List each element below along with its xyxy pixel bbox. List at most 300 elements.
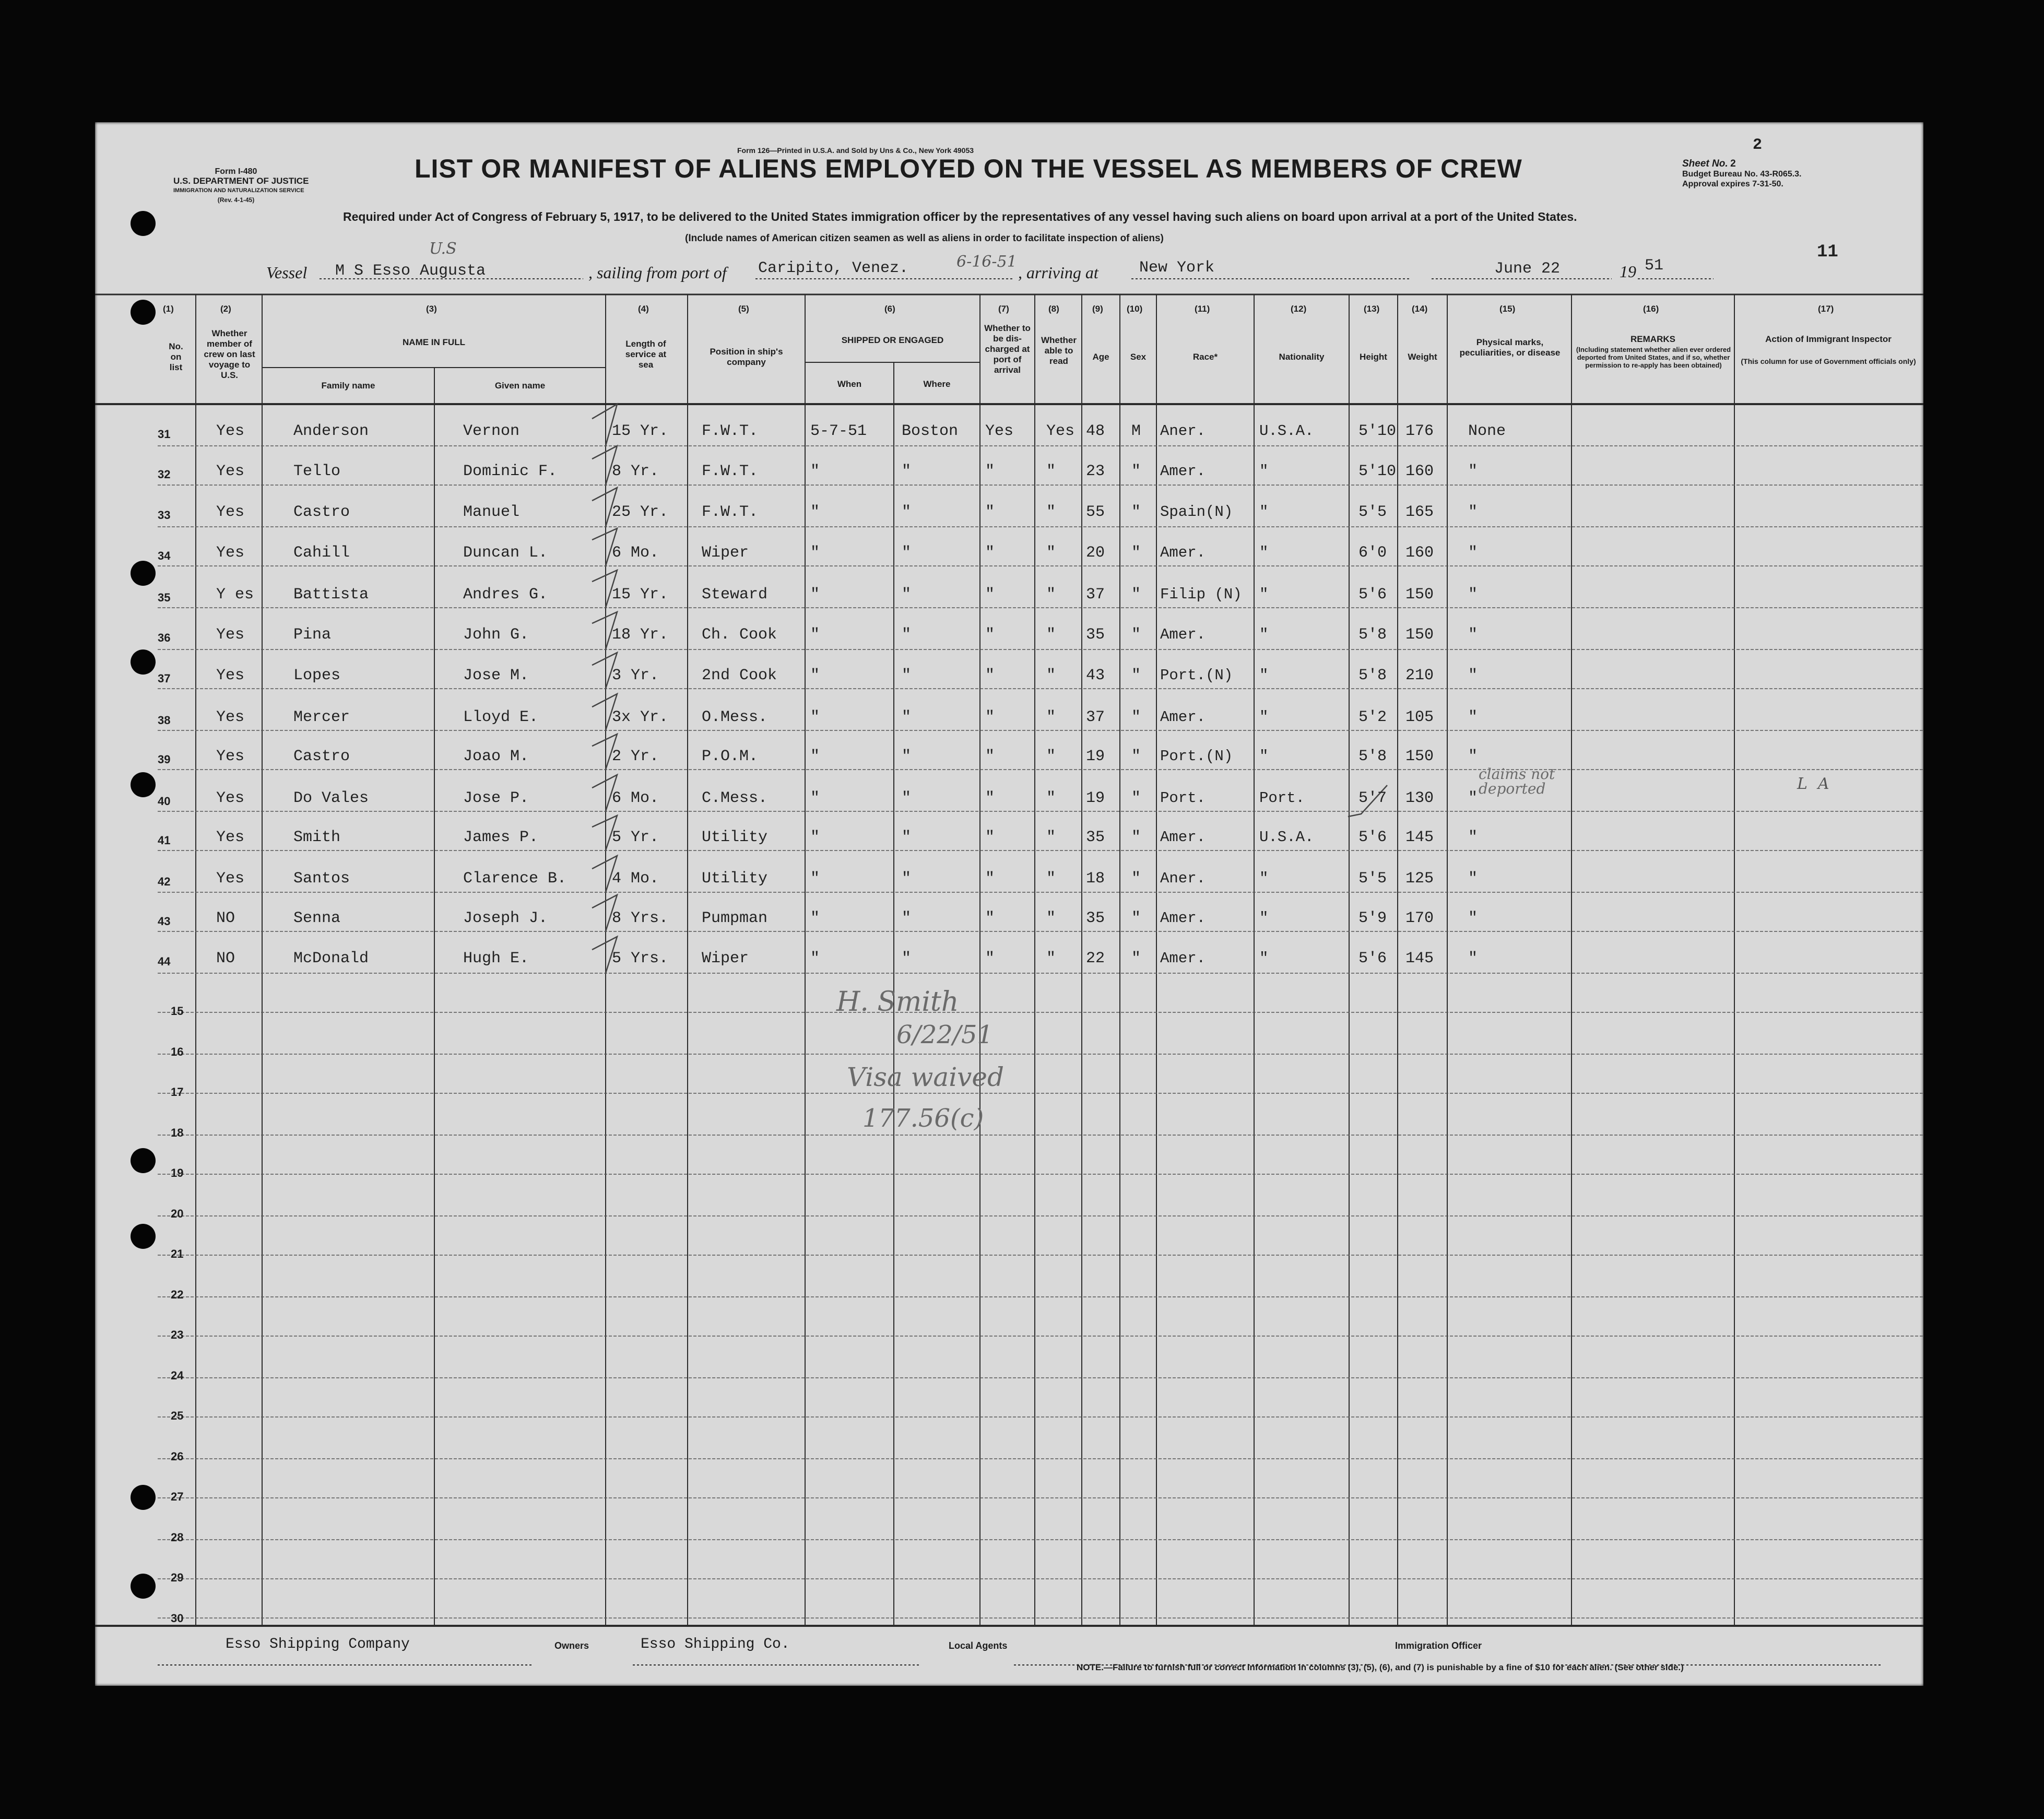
col-head-service: Length of service at sea	[625, 339, 667, 370]
row-38-read: "	[1046, 708, 1056, 726]
row-36-race: Amer.	[1160, 626, 1206, 643]
immigration-officer-label: Immigration Officer	[1395, 1640, 1482, 1651]
row-44-read: "	[1046, 950, 1056, 967]
row-39-when: "	[810, 748, 820, 765]
row-35-read: "	[1046, 586, 1056, 604]
col-head-action: Action of Immigrant Inspector	[1765, 334, 1892, 344]
row-42-age: 18	[1086, 870, 1105, 888]
row-32-family: Tello	[293, 463, 341, 480]
row-36-height: 5'8	[1358, 626, 1387, 644]
row-40-age: 19	[1086, 789, 1105, 807]
empty-row-number: 27	[171, 1490, 184, 1503]
empty-row-number: 22	[171, 1288, 184, 1301]
row-41-service: 5 Yr.	[612, 829, 659, 846]
empty-row-number: 29	[171, 1571, 184, 1584]
row-43-family: Senna	[293, 910, 341, 927]
revision: (Rev. 4-1-45)	[217, 196, 255, 204]
row-40-service: 6 Mo.	[612, 789, 659, 807]
row-44-age: 22	[1086, 950, 1105, 967]
col-head-given: Given name	[494, 381, 546, 391]
row-42-marks: "	[1468, 870, 1478, 888]
row-39-nat: "	[1259, 748, 1269, 765]
row-39-service: 2 Yr.	[612, 748, 659, 765]
col-head-crew: Whether member of crew on last voyage to U.S.	[204, 328, 255, 380]
row-35-nat: "	[1259, 586, 1269, 603]
row-39-race: Port.(N)	[1160, 748, 1233, 765]
row-33-position: F.W.T.	[702, 503, 759, 521]
row-35-position: Steward	[702, 586, 768, 604]
row-37-weight: 210	[1405, 667, 1434, 684]
row-39-where: "	[902, 748, 912, 765]
row-41-marks: "	[1468, 829, 1478, 846]
row-34-where: "	[902, 544, 912, 562]
row-38-nat: "	[1259, 708, 1269, 726]
row-36-nat: "	[1259, 626, 1269, 643]
row-34-sex: "	[1131, 544, 1141, 562]
row-31-given: Vernon	[463, 422, 520, 440]
row-32-service: 8 Yr.	[612, 463, 659, 480]
row-41-weight: 145	[1405, 829, 1434, 846]
row-34-no: 34	[158, 549, 171, 562]
row-39-age: 19	[1086, 748, 1105, 765]
row-41-position: Utility	[702, 829, 768, 846]
department: U.S. DEPARTMENT OF JUSTICE	[173, 176, 309, 186]
row-33-disch: "	[985, 503, 995, 521]
row-38-position: O.Mess.	[702, 708, 768, 726]
row-41-where: "	[902, 829, 912, 846]
row-43-read: "	[1046, 910, 1056, 927]
sheet-number-hand: 2	[1753, 136, 1763, 154]
row-33-marks: "	[1468, 503, 1478, 521]
row-32-no: 32	[158, 468, 171, 481]
col-head-age: Age	[1092, 352, 1109, 362]
empty-row-number: 16	[171, 1045, 184, 1058]
row-34-service: 6 Mo.	[612, 544, 659, 562]
sheet-number: 2	[1730, 158, 1736, 169]
row-37-sex: "	[1131, 667, 1141, 684]
row-38-when: "	[810, 708, 820, 726]
row-44-crew: NO	[216, 950, 235, 967]
row-42-weight: 125	[1405, 870, 1434, 888]
row-35-where: "	[902, 586, 912, 604]
row-41-when: "	[810, 829, 820, 846]
row-33-age: 55	[1086, 503, 1105, 521]
col-head-family: Family name	[321, 381, 375, 391]
row-36-weight: 150	[1405, 626, 1434, 644]
row-41-age: 35	[1086, 829, 1105, 846]
row-34-read: "	[1046, 544, 1056, 562]
row-44-nat: "	[1259, 950, 1269, 967]
empty-row-number: 20	[171, 1207, 184, 1220]
row-31-crew: Yes	[216, 422, 245, 440]
row-36-where: "	[902, 626, 912, 644]
row-44-when: "	[810, 950, 820, 967]
empty-row-number: 25	[171, 1409, 184, 1422]
row-31-disch: Yes	[985, 422, 1014, 440]
row-39-position: P.O.M.	[702, 748, 759, 765]
row-35-height: 5'6	[1358, 586, 1387, 604]
empty-row-number: 17	[171, 1085, 184, 1099]
row-35-sex: "	[1131, 586, 1141, 604]
arrival-date: June 22	[1494, 260, 1561, 278]
row-33-weight: 165	[1405, 503, 1434, 521]
row-39-marks: "	[1468, 748, 1478, 765]
row-42-sex: "	[1131, 870, 1141, 888]
col-num-8: (8)	[1048, 304, 1059, 314]
row-32-sex: "	[1131, 463, 1141, 480]
row-43-where: "	[902, 910, 912, 927]
row-44-service: 5 Yrs.	[612, 950, 669, 967]
row-39-sex: "	[1131, 748, 1141, 765]
col-head-shipped: SHIPPED OR ENGAGED	[841, 335, 944, 345]
row-44-height: 5'6	[1358, 950, 1387, 967]
annotation-visa: Visa waived	[847, 1062, 1005, 1092]
row-39-given: Joao M.	[463, 748, 529, 765]
row-42-when: "	[810, 870, 820, 888]
row-34-disch: "	[985, 544, 995, 562]
row-40-weight: 130	[1405, 789, 1434, 807]
row-37-given: Jose M.	[463, 667, 529, 684]
col-num-16: (16)	[1643, 304, 1659, 314]
empty-row-number: 30	[171, 1611, 184, 1625]
col-head-nationality: Nationality	[1279, 352, 1325, 362]
row-43-service: 8 Yrs.	[612, 910, 669, 927]
vessel-name: M S Esso Augusta	[335, 262, 486, 280]
col-head-where: Where	[923, 379, 951, 389]
row-33-read: "	[1046, 503, 1056, 521]
col-head-weight: Weight	[1408, 352, 1437, 362]
row-38-height: 5'2	[1358, 708, 1387, 726]
row-38-family: Mercer	[293, 708, 350, 726]
row-43-nat: "	[1259, 910, 1269, 927]
col-head-action-note: (This column for use of Government officials only)	[1741, 357, 1916, 365]
row-41-no: 41	[158, 834, 171, 847]
row-42-given: Clarence B.	[463, 870, 567, 888]
agent-company: Esso Shipping Company	[226, 1636, 410, 1652]
row-32-height: 5'10	[1358, 463, 1397, 480]
row-42-no: 42	[158, 875, 171, 888]
row-34-position: Wiper	[702, 544, 749, 562]
row-32-given: Dominic F.	[463, 463, 558, 480]
row-33-family: Castro	[293, 503, 350, 521]
col-head-remarks-note: (Including statement whether alien ever ordered deported from United States, and if so, whether permission to re-apply has been obtained)	[1576, 346, 1731, 369]
row-35-age: 37	[1086, 586, 1105, 604]
row-43-marks: "	[1468, 910, 1478, 927]
row-32-race: Amer.	[1160, 463, 1206, 480]
col-head-remarks: REMARKS	[1631, 334, 1675, 344]
row-38-age: 37	[1086, 708, 1105, 726]
row-41-nat: U.S.A.	[1259, 829, 1314, 846]
row-34-when: "	[810, 544, 820, 562]
row-31-marks: None	[1468, 422, 1506, 440]
row-41-read: "	[1046, 829, 1056, 846]
row-37-family: Lopes	[293, 667, 341, 684]
annotation-code: 177.56(c)	[863, 1104, 984, 1133]
row-35-when: "	[810, 586, 820, 604]
row-44-disch: "	[985, 950, 995, 967]
row-33-service: 25 Yr.	[612, 503, 669, 521]
row-39-read: "	[1046, 748, 1056, 765]
row-37-when: "	[810, 667, 820, 684]
row-39-disch: "	[985, 748, 995, 765]
row-44-weight: 145	[1405, 950, 1434, 967]
row-32-position: F.W.T.	[702, 463, 759, 480]
row-43-height: 5'9	[1358, 910, 1387, 927]
row-37-age: 43	[1086, 667, 1105, 684]
col-num-7: (7)	[998, 304, 1009, 314]
row-38-disch: "	[985, 708, 995, 726]
row-42-service: 4 Mo.	[612, 870, 659, 888]
row-31-weight: 176	[1405, 422, 1434, 440]
col-num-12: (12)	[1291, 304, 1307, 314]
row-37-position: 2nd Cook	[702, 667, 777, 684]
row-43-given: Joseph J.	[463, 910, 548, 927]
action-la: LA	[1797, 775, 1840, 793]
col-num-13: (13)	[1364, 304, 1380, 314]
row-33-crew: Yes	[216, 503, 245, 521]
row-35-disch: "	[985, 586, 995, 604]
row-42-height: 5'5	[1358, 870, 1387, 888]
row-40-race: Port.	[1160, 789, 1206, 807]
col-head-read: Whether able to read	[1041, 335, 1077, 366]
row-42-position: Utility	[702, 870, 768, 888]
empty-row-number: 26	[171, 1449, 184, 1463]
row-39-height: 5'8	[1358, 748, 1387, 765]
row-38-no: 38	[158, 714, 171, 727]
row-31-race: Aner.	[1160, 422, 1206, 440]
row-40-when: "	[810, 789, 820, 807]
sheet-label: Sheet No.	[1682, 158, 1728, 169]
row-40-nat: Port.	[1259, 789, 1305, 807]
footer-note: NOTE.—Failure to furnish full or correct information in columns (3), (5), (6), and (7) is punishable by a fine of $10 for each alien. (See other side.)	[1077, 1662, 1684, 1672]
row-44-given: Hugh E.	[463, 950, 529, 967]
empty-row-number: 23	[171, 1328, 184, 1341]
row-35-family: Battista	[293, 586, 369, 604]
row-43-weight: 170	[1405, 910, 1434, 927]
row-36-disch: "	[985, 626, 995, 644]
row-34-given: Duncan L.	[463, 544, 548, 562]
row-37-read: "	[1046, 667, 1056, 684]
row-35-service: 15 Yr.	[612, 586, 669, 604]
col-num-9: (9)	[1092, 304, 1103, 314]
row-42-read: "	[1046, 870, 1056, 888]
row-40-read: "	[1046, 789, 1056, 807]
empty-row-number: 19	[171, 1166, 184, 1179]
row-36-given: John G.	[463, 626, 529, 644]
local-agents-label: Local Agents	[949, 1640, 1008, 1651]
row-38-where: "	[902, 708, 912, 726]
required-line: Required under Act of Congress of February 5, 1917, to be delivered to the United States immigration officer by the representatives of any vessel having such aliens on board upon arrival at a port of the United States.	[343, 210, 1577, 223]
row-37-no: 37	[158, 672, 171, 685]
sailing-port: Caripito, Venez.	[758, 259, 909, 277]
col-num-14: (14)	[1412, 304, 1428, 314]
manifest-page	[95, 122, 1923, 1686]
row-35-marks: "	[1468, 586, 1478, 604]
row-32-where: "	[902, 463, 912, 480]
col-head-marks: Physical marks, peculiarities, or disease	[1459, 337, 1561, 358]
row-32-read: "	[1046, 463, 1056, 480]
row-32-nat: "	[1259, 463, 1269, 480]
row-41-race: Amer.	[1160, 829, 1206, 846]
row-34-crew: Yes	[216, 544, 245, 562]
row-36-age: 35	[1086, 626, 1105, 644]
arriving-label: , arriving at	[1018, 263, 1098, 282]
row-40-no: 40	[158, 795, 171, 808]
row-44-sex: "	[1131, 950, 1141, 967]
row-38-sex: "	[1131, 708, 1141, 726]
empty-row-number: 28	[171, 1530, 184, 1544]
form-title: LIST OR MANIFEST OF ALIENS EMPLOYED ON THE VESSEL AS MEMBERS OF CREW	[415, 154, 1522, 183]
row-34-race: Amer.	[1160, 544, 1206, 561]
row-44-position: Wiper	[702, 950, 749, 967]
row-44-where: "	[902, 950, 912, 967]
row-40-marks: "	[1468, 789, 1478, 807]
row-31-age: 48	[1086, 422, 1105, 440]
page-number: 11	[1817, 242, 1838, 262]
row-33-given: Manuel	[463, 503, 520, 521]
row-34-age: 20	[1086, 544, 1105, 562]
row-43-sex: "	[1131, 910, 1141, 927]
owners-company: Esso Shipping Co.	[641, 1636, 790, 1652]
row-36-family: Pina	[293, 626, 332, 644]
row-36-service: 18 Yr.	[612, 626, 669, 644]
row-35-weight: 150	[1405, 586, 1434, 604]
row-43-age: 35	[1086, 910, 1105, 927]
row-32-weight: 160	[1405, 463, 1434, 480]
row-42-nat: "	[1259, 870, 1269, 887]
col-head-height: Height	[1360, 352, 1387, 362]
col-num-15: (15)	[1499, 304, 1516, 314]
row-31-no: 31	[158, 428, 171, 441]
remark-claims: claims not deported	[1479, 765, 1555, 797]
row-43-race: Amer.	[1160, 910, 1206, 927]
row-44-no: 44	[158, 955, 171, 968]
row-36-no: 36	[158, 631, 171, 644]
year-value: 51	[1645, 257, 1664, 275]
row-37-where: "	[902, 667, 912, 684]
year-prefix: 19	[1620, 262, 1636, 281]
row-32-disch: "	[985, 463, 995, 480]
annotation-signature: H. Smith	[836, 986, 959, 1018]
row-34-height: 6'0	[1358, 544, 1387, 562]
row-41-height: 5'6	[1358, 829, 1387, 846]
row-44-marks: "	[1468, 950, 1478, 967]
row-36-when: "	[810, 626, 820, 644]
row-36-crew: Yes	[216, 626, 245, 644]
approval-expires: Approval expires 7-31-50.	[1682, 180, 1783, 188]
form-number: Form I-480	[215, 167, 257, 176]
row-37-crew: Yes	[216, 667, 245, 684]
vessel-label: Vessel	[266, 263, 308, 282]
row-34-nat: "	[1259, 544, 1269, 561]
row-32-marks: "	[1468, 463, 1478, 480]
row-31-sex: M	[1131, 422, 1141, 440]
row-40-crew: Yes	[216, 789, 245, 807]
sailing-label: , sailing from port of	[588, 263, 727, 282]
col-num-11: (11)	[1195, 304, 1210, 314]
row-41-family: Smith	[293, 829, 341, 846]
row-40-given: Jose P.	[463, 789, 529, 807]
row-41-sex: "	[1131, 829, 1141, 846]
row-31-height: 5'10	[1358, 422, 1397, 440]
row-40-where: "	[902, 789, 912, 807]
sailing-date-hand: 6-16-51	[956, 253, 1017, 271]
row-38-service: 3x Yr.	[612, 708, 669, 726]
row-37-disch: "	[985, 667, 995, 684]
row-42-race: Aner.	[1160, 870, 1206, 887]
row-38-given: Lloyd E.	[463, 708, 539, 726]
row-36-sex: "	[1131, 626, 1141, 644]
col-head-sex: Sex	[1130, 352, 1147, 362]
row-43-disch: "	[985, 910, 995, 927]
row-32-when: "	[810, 463, 820, 480]
row-37-height: 5'8	[1358, 667, 1387, 684]
row-38-race: Amer.	[1160, 708, 1206, 726]
printer-line: Form 126—Printed in U.S.A. and Sold by Uns & Co., New York 49053	[737, 146, 974, 155]
col-num-17: (17)	[1818, 304, 1834, 314]
row-33-height: 5'5	[1358, 503, 1387, 521]
col-head-discharged: Whether to be dis-charged at port of arrival	[984, 323, 1031, 375]
empty-row-number: 24	[171, 1368, 184, 1382]
row-34-family: Cahill	[293, 544, 350, 562]
budget-bureau: Budget Bureau No. 43-R065.3.	[1682, 170, 1802, 179]
include-line: (Include names of American citizen seamen as well as aliens in order to facilitate inspection of aliens)	[685, 233, 1164, 244]
row-37-race: Port.(N)	[1160, 667, 1233, 684]
row-38-crew: Yes	[216, 708, 245, 726]
row-lines	[158, 446, 1923, 1618]
row-42-crew: Yes	[216, 870, 245, 888]
row-35-race: Filip (N)	[1160, 586, 1242, 603]
row-32-crew: Yes	[216, 463, 245, 480]
row-40-disch: "	[985, 789, 995, 807]
col-num-6: (6)	[884, 304, 895, 314]
row-43-when: "	[810, 910, 820, 927]
col-num-3: (3)	[426, 304, 437, 314]
row-33-no: 33	[158, 509, 171, 522]
arriving-port: New York	[1139, 259, 1215, 277]
row-44-family: McDonald	[293, 950, 369, 967]
row-41-given: James P.	[463, 829, 539, 846]
row-31-where: Boston	[902, 422, 959, 440]
row-38-weight: 105	[1405, 708, 1434, 726]
empty-row-number: 18	[171, 1126, 184, 1139]
row-37-marks: "	[1468, 667, 1478, 684]
row-39-weight: 150	[1405, 748, 1434, 765]
empty-row-number: 21	[171, 1247, 184, 1260]
row-35-crew: Y es	[216, 586, 254, 604]
row-41-crew: Yes	[216, 829, 245, 846]
row-44-race: Amer.	[1160, 950, 1206, 967]
row-34-marks: "	[1468, 544, 1478, 562]
row-42-where: "	[902, 870, 912, 888]
row-40-height: 5'7	[1358, 789, 1387, 807]
row-33-race: Spain(N)	[1160, 503, 1233, 521]
owners-label: Owners	[554, 1640, 589, 1651]
row-31-read: Yes	[1046, 422, 1075, 440]
col-num-1: (1)	[163, 304, 174, 314]
empty-row-number: 15	[171, 1005, 184, 1018]
col-num-4: (4)	[638, 304, 649, 314]
row-42-family: Santos	[293, 870, 350, 888]
row-39-family: Castro	[293, 748, 350, 765]
row-43-position: Pumpman	[702, 910, 768, 927]
row-40-sex: "	[1131, 789, 1141, 807]
row-40-position: C.Mess.	[702, 789, 768, 807]
row-36-marks: "	[1468, 626, 1478, 644]
row-31-when: 5-7-51	[810, 422, 867, 440]
col-head-no: No. on list	[169, 341, 183, 372]
row-39-no: 39	[158, 753, 171, 766]
